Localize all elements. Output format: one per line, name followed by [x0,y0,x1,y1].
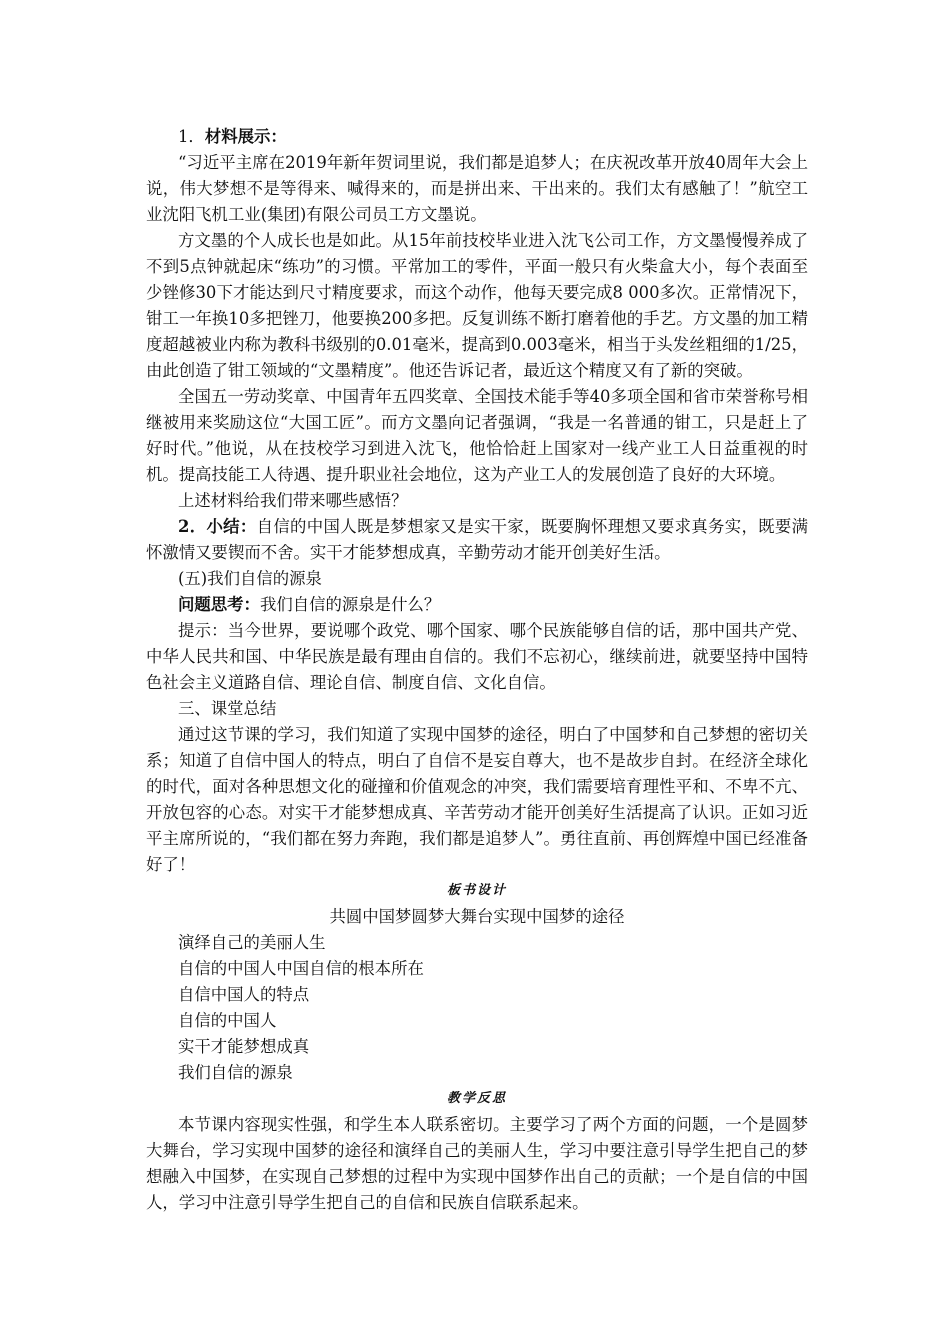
material-question: 上述材料给我们带来哪些感悟？ [178,491,408,510]
board-item: 演绎自己的美丽人生 [178,933,326,952]
section1-label: 材料展示： [204,127,287,146]
class-summary-title: 三、课堂总结 [178,699,277,718]
class-summary-text: 通过这节课的学习，我们知道了实现中国梦的途径，明白了中国梦和自己梦想的密切关系；知道了自信中国人的特点，明白了自信不是妄自尊大，也不是故步自封。在经济全球化的时代，面对各种思想文化的碰撞和价值观念的冲突，我们需要培育理性平和、不卑不亢、开放包容的心态。对实干才能梦想成真、辛苦劳动才能开创美好生活提高了认识。正如习近平主席所说的，“我们都在努力奔跑，我们都是追梦人”。勇往直前、再创辉煌中国已经准备好了！ [146,725,808,874]
section1-number: 1． [178,127,205,146]
material-paragraph-1: “习近平主席在2019年新年贺词里说，我们都是追梦人；在庆祝改革开放40周年大会上说，伟大梦想不是等得来、喊得来的，而是拼出来、干出来的。我们太有感触了！”航空工业沈阳飞机工业(集团)有限公司员工方文墨说。 [146,153,808,224]
board-item: 我们自信的源泉 [178,1063,293,1082]
reflection-heading: 教学反思 [446,1091,507,1106]
board-item: 自信中国人的特点 [178,985,310,1004]
board-item: 实干才能梦想成真 [178,1037,310,1056]
board-item: 自信的中国人中国自信的根本所在 [178,959,424,978]
section1-title [146,124,808,150]
board-design-title: 共圆中国梦圆梦大舞台实现中国梦的途径 [329,907,625,926]
board-design-heading: 板书设计 [446,883,507,898]
summary-text: 自信的中国人既是梦想家又是实干家，既要胸怀理想又要求真务实，既要满怀激情又要锲而不舍。实干才能梦想成真，辛勤劳动才能开创美好生活。 [146,517,808,562]
question-label: 问题思考： [178,595,260,614]
question-text: 我们自信的源泉是什么？ [259,595,441,614]
summary-paragraph [146,514,808,566]
material-paragraph-2: 方文墨的个人成长也是如此。从15年前技校毕业进入沈飞公司工作，方文墨慢慢养成了不到5点钟就起床“练功”的习惯。平常加工的零件，平面一般只有火柴盒大小，每个表面至少锉修30下才能达到尺寸精度要求，而这个动作，他每天要完成8 000多次。正常情况下，钳工一年换10多把锉刀，他要换200多把。反复训练不断打磨着他的手艺。方文墨的加工精度超越被业内称为教科书级别的0.01毫米，提高到0.003毫米，相当于头发丝粗细的1/25，由此创造了钳工领域的“文墨精度”。他还告诉记者，最近这个精度又有了新的突破。 [146,231,808,380]
board-item: 自信的中国人 [178,1011,277,1030]
hint-paragraph: 提示：当今世界，要说哪个政党、哪个国家、哪个民族能够自信的话，那中国共产党、中华人民共和国、中华民族是最有理由自信的。我们不忘初心，继续前进，就要坚持中国特色社会主义道路自信、理论自信、制度自信、文化自信。 [146,621,808,692]
document-page [146,124,808,1216]
section5-title: (五)我们自信的源泉 [178,569,322,588]
summary-label: 2．小结： [178,517,257,536]
reflection-text: 本节课内容现实性强，和学生本人联系密切。主要学习了两个方面的问题，一个是圆梦大舞台，学习实现中国梦的途径和演绎自己的美丽人生，学习中要注意引导学生把自己的梦想融入中国梦，在实现自己梦想的过程中为实现中国梦作出自己的贡献；一个是自信的中国人，学习中注意引导学生把自己的自信和民族自信联系起来。 [146,1115,808,1212]
question-paragraph [146,592,808,618]
material-paragraph-3: 全国五一劳动奖章、中国青年五四奖章、全国技术能手等40多项全国和省市荣誉称号相继被用来奖励这位“大国工匠”。而方文墨向记者强调，“我是一名普通的钳工，只是赶上了好时代。”他说，从在技校学习到进入沈飞，他恰恰赶上国家对一线产业工人日益重视的时机。提高技能工人待遇、提升职业社会地位，这为产业工人的发展创造了良好的大环境。 [146,387,808,484]
